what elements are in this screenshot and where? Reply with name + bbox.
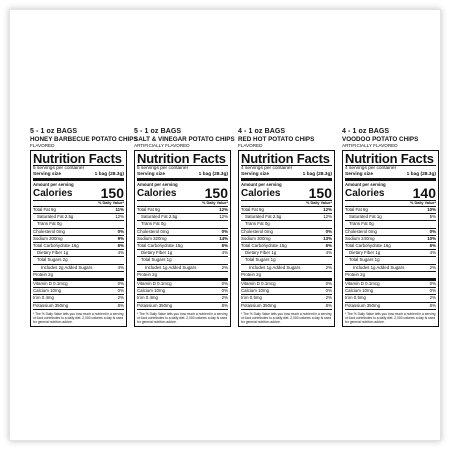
bag-count: 5 - 1 oz BAGS — [30, 128, 78, 135]
daily-value-footnote: * The % Daily Value tells you how much a nutrient in a serving of food contributes to a daily diet. 2,000 calories a day is used for general nutrition advice. — [345, 311, 436, 324]
serving-size-value: 1 bag (28.3g) — [94, 172, 124, 177]
nutrition-facts-title: Nutrition Facts — [137, 151, 226, 166]
vitamin-row: Iron 0.5mg 2% — [345, 295, 436, 301]
calories-value: 150 — [308, 185, 332, 201]
nutrient-row: Cholesterol 0mg 0% — [137, 228, 228, 234]
daily-value-header: % Daily Value* — [306, 201, 332, 205]
nutrition-facts-label — [342, 150, 439, 327]
vitamin-row: Potassium 350mg 8% — [345, 302, 436, 308]
calories-row — [137, 187, 228, 200]
calories-label: Calories — [137, 188, 177, 199]
serving-size-label: Serving size — [137, 172, 165, 177]
servings-per-container: 4 servings per container — [345, 166, 397, 171]
nutrition-panel-red-hot — [238, 128, 335, 327]
nutrient-row: Sodium 320mg 14% — [137, 235, 228, 241]
vitamin-row: Potassium 350mg 8% — [137, 302, 228, 308]
vitamin-row: Vitamin D 0.1mcg 0% — [33, 281, 124, 287]
nutrient-row: Total Fat 9g 11% — [33, 207, 124, 212]
nutrient-row: Total Fat 8g 10% — [345, 207, 436, 212]
nutrient-row: Trans Fat 0g — [33, 220, 124, 227]
vitamin-row: Calcium 10mg 0% — [137, 288, 228, 294]
nutrition-panel-salt-vinegar — [134, 128, 235, 327]
bag-count: 4 - 1 oz BAGS — [342, 128, 390, 135]
nutrition-facts-label — [134, 150, 231, 327]
nutrition-facts-title: Nutrition Facts — [345, 151, 434, 166]
nutrient-row: Total Sugars 1g — [241, 256, 332, 263]
nutrient-row: Total Fat 9g 12% — [241, 207, 332, 212]
vitamin-row: Iron 0.5mg 2% — [241, 295, 332, 301]
calories-value: 150 — [100, 185, 124, 201]
nutrient-row: Sodium 240mg 10% — [345, 235, 436, 241]
calories-value: 150 — [204, 185, 228, 201]
calories-row — [345, 187, 436, 200]
amount-per-serving: Amount per serving — [33, 182, 74, 187]
serving-size-value: 1 bag (28.3g) — [302, 172, 332, 177]
vitamin-row: Vitamin D 0.1mcg 0% — [137, 281, 228, 287]
nutrition-panel-voodoo — [342, 128, 439, 327]
nutrition-facts-label — [238, 150, 335, 327]
nutrient-row: Saturated Fat 2.5g 12% — [241, 213, 332, 220]
bag-count: 4 - 1 oz BAGS — [238, 128, 286, 135]
nutrient-row: Total Fat 9g 12% — [137, 207, 228, 212]
nutrient-row: Includes 1g Added Sugars 2% — [345, 264, 436, 271]
daily-value-footnote: * The % Daily Value tells you how much a nutrient in a serving of food contributes to a daily diet. 2,000 calories a day is used for general nutrition advice. — [137, 311, 228, 324]
calories-value: 140 — [412, 185, 436, 201]
calories-label: Calories — [33, 188, 73, 199]
servings-per-container: 5 servings per container — [33, 166, 85, 171]
nutrient-row: Protein 2g — [137, 271, 228, 278]
nutrition-panel-honey-barbecue — [30, 128, 138, 327]
nutrition-facts-label — [30, 150, 127, 327]
nutrition-facts-title: Nutrition Facts — [33, 151, 122, 166]
flavor-note: FLAVORED — [238, 143, 263, 148]
nutrient-row: Total Carbohydrate 15g 6% — [241, 243, 332, 249]
daily-value-footnote: * The % Daily Value tells you how much a nutrient in a serving of food contributes to a daily diet. 2,000 calories a day is used for general nutrition advice. — [33, 311, 124, 324]
vitamin-row: Vitamin D 0.1mcg 0% — [345, 281, 436, 287]
amount-per-serving: Amount per serving — [241, 182, 282, 187]
vitamin-row: Calcium 10mg 0% — [241, 288, 332, 294]
daily-value-header: % Daily Value* — [98, 201, 124, 205]
vitamin-row: Iron 0.4mg 2% — [33, 295, 124, 301]
vitamin-row: Iron 0.4mg 2% — [137, 295, 228, 301]
nutrient-row: Cholesterol 0mg 0% — [33, 228, 124, 234]
vitamin-row: Calcium 10mg 0% — [345, 288, 436, 294]
nutrient-row: Includes 2g Added Sugars 4% — [33, 264, 124, 271]
servings-per-container: 4 servings per container — [241, 166, 293, 171]
vitamin-row: Vitamin D 0.1mcg 0% — [241, 281, 332, 287]
product-name: HONEY BARBECUE POTATO CHIPS — [30, 136, 138, 143]
amount-per-serving: Amount per serving — [137, 182, 178, 187]
nutrient-row: Protein 2g — [33, 271, 124, 278]
nutrient-row: Saturated Fat 2.5g 12% — [137, 213, 228, 220]
vitamin-row: Calcium 10mg 0% — [33, 288, 124, 294]
bag-count: 5 - 1 oz BAGS — [134, 128, 182, 135]
product-name: RED HOT POTATO CHIPS — [238, 136, 315, 143]
nutrient-row: Dietary Fiber 1g 4% — [345, 249, 436, 256]
serving-size-value: 1 bag (28.3g) — [406, 172, 436, 177]
nutrient-row: Total Carbohydrate 15g 6% — [137, 243, 228, 249]
product-name: SALT & VINEGAR POTATO CHIPS — [134, 136, 235, 143]
nutrient-row: Sodium 300mg 13% — [241, 235, 332, 241]
serving-size-label: Serving size — [345, 172, 373, 177]
nutrient-row: Dietary Fiber 1g 4% — [241, 249, 332, 256]
nutrient-row: Saturated Fat 2.5g 12% — [33, 213, 124, 220]
nutrition-facts-title: Nutrition Facts — [241, 151, 330, 166]
vitamin-row: Potassium 350mg 8% — [33, 302, 124, 308]
serving-size-label: Serving size — [33, 172, 61, 177]
nutrient-row: Total Carbohydrate 16g 6% — [33, 243, 124, 249]
nutrient-row: Total Sugars 2g — [33, 256, 124, 263]
serving-size-label: Serving size — [241, 172, 269, 177]
flavor-note: ARTIFICIALLY FLAVORED — [134, 143, 190, 148]
product-name: VOODOO POTATO CHIPS — [342, 136, 419, 143]
nutrition-panels — [30, 128, 440, 327]
nutrient-row: Dietary Fiber 1g 4% — [137, 249, 228, 256]
nutrient-row: Protein 2g — [345, 271, 436, 278]
daily-value-header: % Daily Value* — [202, 201, 228, 205]
calories-label: Calories — [345, 188, 385, 199]
vitamin-row: Potassium 350mg 8% — [241, 302, 332, 308]
amount-per-serving: Amount per serving — [345, 182, 386, 187]
document-frame — [9, 9, 441, 441]
nutrient-row: Cholesterol 0mg 0% — [241, 228, 332, 234]
nutrient-row: Saturated Fat 1g 5% — [345, 213, 436, 220]
serving-size-value: 1 bag (28.3g) — [198, 172, 228, 177]
flavor-note: ARTIFICIALLY FLAVORED — [342, 143, 398, 148]
nutrient-row: Total Sugars 1g — [345, 256, 436, 263]
nutrient-row: Total Sugars 1g — [137, 256, 228, 263]
nutrient-row: Includes 1g Added Sugars 2% — [241, 264, 332, 271]
calories-label: Calories — [241, 188, 281, 199]
nutrient-row: Trans Fat 0g — [241, 220, 332, 227]
nutrient-row: Protein 2g — [241, 271, 332, 278]
daily-value-header: % Daily Value* — [410, 201, 436, 205]
nutrient-row: Includes 1g Added Sugars 2% — [137, 264, 228, 271]
flavor-note: FLAVORED — [30, 143, 55, 148]
nutrient-row: Total Carbohydrate 16g 6% — [345, 243, 436, 249]
calories-row — [33, 187, 124, 200]
nutrient-row: Cholesterol 0mg 0% — [345, 228, 436, 234]
calories-row — [241, 187, 332, 200]
daily-value-footnote: * The % Daily Value tells you how much a nutrient in a serving of food contributes to a daily diet. 2,000 calories a day is used for general nutrition advice. — [241, 311, 332, 324]
nutrient-row: Sodium 200mg 9% — [33, 235, 124, 241]
nutrient-row: Trans Fat 0g — [137, 220, 228, 227]
servings-per-container: 5 servings per container — [137, 166, 189, 171]
nutrient-row: Trans Fat 0g — [345, 220, 436, 227]
nutrient-row: Dietary Fiber 1g 4% — [33, 249, 124, 256]
